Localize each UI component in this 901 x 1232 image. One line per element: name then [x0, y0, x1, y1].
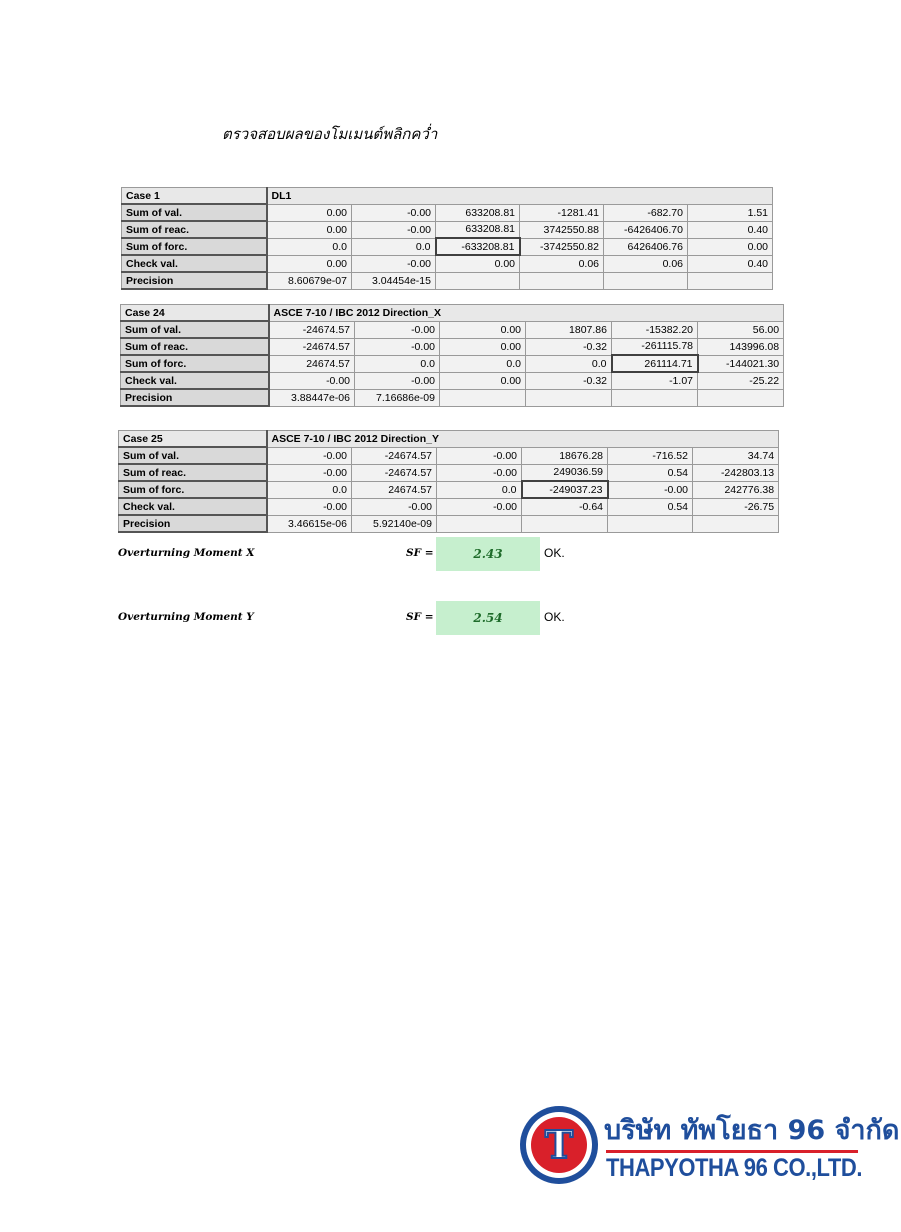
- cell: -0.00: [437, 447, 522, 464]
- case-label: Case 1: [122, 188, 267, 205]
- cell: -0.00: [269, 372, 355, 389]
- cell: -0.00: [437, 464, 522, 481]
- cell: 3.04454e-15: [352, 272, 436, 289]
- cell: 0.40: [688, 255, 773, 272]
- table-row: [119, 464, 779, 481]
- cell: -0.64: [522, 498, 608, 515]
- cell: 0.00: [267, 221, 352, 238]
- cell: -1281.41: [520, 204, 604, 221]
- row-label: Sum of forc.: [121, 355, 269, 372]
- cell: -0.00: [355, 338, 440, 355]
- cell: -6426406.70: [604, 221, 688, 238]
- table-row: [121, 321, 784, 338]
- cell: -0.00: [608, 481, 693, 498]
- cell: 3742550.88: [520, 221, 604, 238]
- case-header-row: [119, 431, 779, 448]
- case-name: DL1: [267, 188, 773, 205]
- cell: 0.06: [520, 255, 604, 272]
- cell: [436, 272, 520, 289]
- sf-label: SF =: [406, 611, 434, 623]
- cell: 0.0: [437, 481, 522, 498]
- cell: -15382.20: [612, 321, 698, 338]
- cell: 0.40: [688, 221, 773, 238]
- cell: 143996.08: [698, 338, 784, 355]
- cell: -3742550.82: [520, 238, 604, 255]
- table-row: [122, 221, 773, 238]
- row-label: Sum of val.: [121, 321, 269, 338]
- cell: 0.54: [608, 498, 693, 515]
- company-name-thai: บริษัท ทัพโยธา 96 จำกัด: [604, 1115, 900, 1146]
- cell: -24674.57: [352, 464, 437, 481]
- sf-x-status: OK.: [544, 546, 565, 560]
- cell: -682.70: [604, 204, 688, 221]
- cell: 1.51: [688, 204, 773, 221]
- cell: -261115.78: [612, 338, 698, 355]
- cell: -25.22: [698, 372, 784, 389]
- row-label: Sum of reac.: [121, 338, 269, 355]
- cell: 24674.57: [269, 355, 355, 372]
- cell: -0.00: [352, 221, 436, 238]
- logo-divider: [606, 1150, 858, 1153]
- cell: -0.00: [267, 498, 352, 515]
- cell: 6426406.76: [604, 238, 688, 255]
- case-header-row: [122, 188, 773, 205]
- cell: [440, 389, 526, 406]
- cell: -0.00: [355, 372, 440, 389]
- row-label: Sum of reac.: [119, 464, 267, 481]
- cell: -0.32: [526, 372, 612, 389]
- row-label: Sum of val.: [119, 447, 267, 464]
- logo-emblem-icon: [520, 1106, 598, 1184]
- cell: 0.00: [440, 372, 526, 389]
- cell: 0.0: [440, 355, 526, 372]
- cell: [437, 515, 522, 532]
- overturning-y-label: Overturning Moment Y: [118, 611, 254, 623]
- cell: 3.88447e-06: [269, 389, 355, 406]
- logo-letter: T: [544, 1122, 574, 1167]
- cell: 3.46615e-06: [267, 515, 352, 532]
- cell: 633208.81: [436, 221, 520, 238]
- cell: 24674.57: [352, 481, 437, 498]
- cell: [604, 272, 688, 289]
- case-name: ASCE 7-10 / IBC 2012 Direction_X: [269, 305, 784, 322]
- cell: 0.00: [267, 255, 352, 272]
- cell: -1.07: [612, 372, 698, 389]
- row-label: Precision: [119, 515, 267, 532]
- table-row: [121, 372, 784, 389]
- table-row: [119, 498, 779, 515]
- table-row: [122, 272, 773, 289]
- cell: 0.0: [267, 481, 352, 498]
- sf-y-value: 2.54: [436, 601, 540, 635]
- cell: 0.00: [688, 238, 773, 255]
- row-label: Precision: [122, 272, 267, 289]
- row-label: Check val.: [119, 498, 267, 515]
- row-label: Check val.: [121, 372, 269, 389]
- cell: 0.06: [604, 255, 688, 272]
- cell: 0.00: [440, 321, 526, 338]
- case-name: ASCE 7-10 / IBC 2012 Direction_Y: [267, 431, 779, 448]
- cell: 18676.28: [522, 447, 608, 464]
- cell: 34.74: [693, 447, 779, 464]
- row-label: Sum of forc.: [119, 481, 267, 498]
- cell: 7.16686e-09: [355, 389, 440, 406]
- table-row: [121, 389, 784, 406]
- row-label: Sum of val.: [122, 204, 267, 221]
- cell: -26.75: [693, 498, 779, 515]
- sf-label: SF =: [406, 547, 434, 559]
- cell: [522, 515, 608, 532]
- cell: 56.00: [698, 321, 784, 338]
- cell: 249036.59: [522, 464, 608, 481]
- cell: 1807.86: [526, 321, 612, 338]
- cell: 0.0: [355, 355, 440, 372]
- table-row: [119, 515, 779, 532]
- overturning-x-row: [0, 537, 901, 571]
- case-label: Case 25: [119, 431, 267, 448]
- cell: [612, 389, 698, 406]
- case-header-row: [121, 305, 784, 322]
- table-row: [121, 338, 784, 355]
- company-name-english: THAPYOTHA 96 CO.,LTD.: [606, 1154, 862, 1182]
- cell: -144021.30: [698, 355, 784, 372]
- row-label: Precision: [121, 389, 269, 406]
- cell: 0.0: [352, 238, 436, 255]
- cell: -0.32: [526, 338, 612, 355]
- cell: [608, 515, 693, 532]
- case-25-table: [118, 430, 779, 533]
- cell: 0.00: [440, 338, 526, 355]
- sf-y-status: OK.: [544, 610, 565, 624]
- cell: 633208.81: [436, 204, 520, 221]
- table-row: [119, 481, 779, 498]
- cell: 242776.38: [693, 481, 779, 498]
- selected-cell[interactable]: -249037.23: [522, 481, 608, 498]
- row-label: Check val.: [122, 255, 267, 272]
- selected-cell[interactable]: 261114.71: [612, 355, 698, 372]
- table-row: [122, 238, 773, 255]
- cell: -24674.57: [269, 321, 355, 338]
- table-row: [122, 255, 773, 272]
- cell: -0.00: [352, 204, 436, 221]
- cell: 0.00: [267, 204, 352, 221]
- cell: [698, 389, 784, 406]
- cell: 8.60679e-07: [267, 272, 352, 289]
- cell: [693, 515, 779, 532]
- case-24-table: [120, 304, 784, 407]
- row-label: Sum of forc.: [122, 238, 267, 255]
- page-title: ตรวจสอบผลของโมเมนต์พลิกคว่ำ: [222, 125, 438, 143]
- cell: 0.00: [436, 255, 520, 272]
- cell: -0.00: [437, 498, 522, 515]
- row-label: Sum of reac.: [122, 221, 267, 238]
- cell: -0.00: [267, 447, 352, 464]
- overturning-y-row: [0, 601, 901, 635]
- table-row: [119, 447, 779, 464]
- company-logo: [520, 1106, 900, 1196]
- cell: -0.00: [352, 255, 436, 272]
- cell: -0.00: [267, 464, 352, 481]
- table-row: [121, 355, 784, 372]
- cell: -24674.57: [352, 447, 437, 464]
- cell: 5.92140e-09: [352, 515, 437, 532]
- cell: 0.0: [526, 355, 612, 372]
- cell: [520, 272, 604, 289]
- cell: -0.00: [352, 498, 437, 515]
- overturning-x-label: Overturning Moment X: [118, 547, 255, 559]
- cell: 0.54: [608, 464, 693, 481]
- cell: [526, 389, 612, 406]
- cell: [688, 272, 773, 289]
- cell: -0.00: [355, 321, 440, 338]
- cell: -716.52: [608, 447, 693, 464]
- selected-cell[interactable]: -633208.81: [436, 238, 520, 255]
- cell: -242803.13: [693, 464, 779, 481]
- cell: 0.0: [267, 238, 352, 255]
- table-row: [122, 204, 773, 221]
- case-label: Case 24: [121, 305, 269, 322]
- sf-x-value: 2.43: [436, 537, 540, 571]
- case-1-table: [121, 187, 773, 290]
- cell: -24674.57: [269, 338, 355, 355]
